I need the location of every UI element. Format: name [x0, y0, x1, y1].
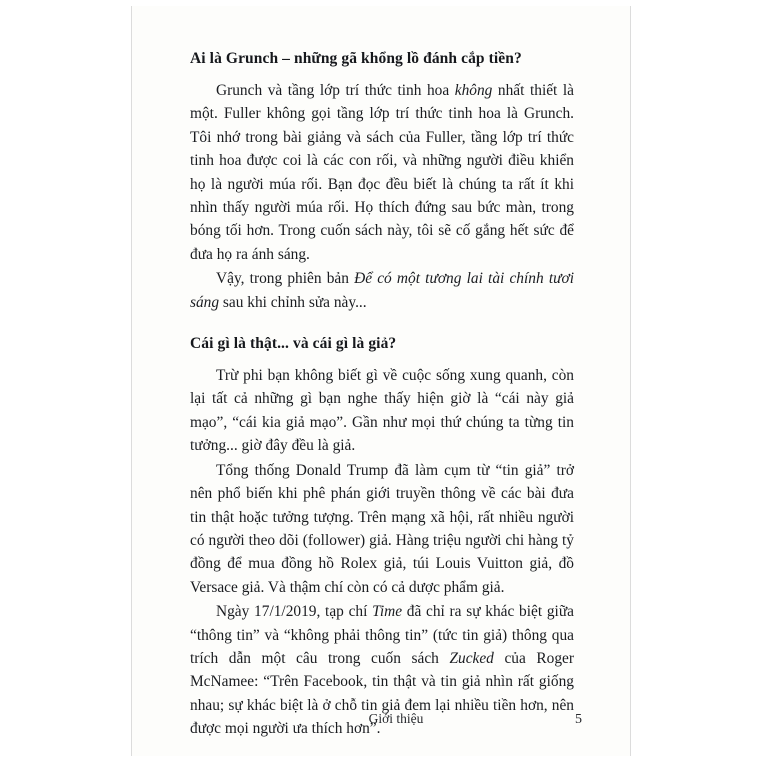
- footer-page-number: 5: [575, 712, 582, 727]
- footer-chapter-label: Giới thiệu: [368, 711, 424, 726]
- page-footer: [190, 711, 582, 728]
- paragraph: Ngày 17/1/2019, tạp chí Time đã chỉ ra sự khác biệt giữa “thông tin” và “không phải thông tin” (tức tin giả) thông qua trích dẫn một câu trong cuốn sách Zucked của Roger McNamee: “Trên Facebook, tin thật và tin giả nhìn rất giống nhau; sự khác biệt là ở chỗ tin giả đem lại nhiều tiền hơn, nên được mọi người ưa thích hơn”.: [190, 603, 574, 738]
- paragraph: Grunch và tầng lớp trí thức tinh hoa không nhất thiết là một. Fuller không gọi tầng lớp trí thức tinh hoa là Grunch. Tôi nhớ trong bài giảng và sách của Fuller, tầng lớp trí thức tinh hoa được coi là các con rối, và những người điều khiển họ là người múa rối. Bạn đọc đều biết là chúng ta rất ít khi nhìn thấy người múa rối. Họ thích đứng sau bức màn, trong bóng tối hơn. Trong cuốn sách này, tôi sẽ cố gắng hết sức để đưa họ ra ánh sáng.: [190, 82, 574, 263]
- paragraph: Trừ phi bạn không biết gì về cuộc sống xung quanh, còn lại tất cả những gì bạn nghe thấy hiện giờ là “cái này giả mạo”, “cái kia giả mạo”. Gần như mọi thứ chúng ta từng tin tưởng... giờ đây đều là giả.: [190, 367, 574, 455]
- paragraph: Vậy, trong phiên bản Để có một tương lai tài chính tươi sáng sau khi chỉnh sửa này...: [190, 270, 574, 311]
- book-page: [131, 6, 631, 756]
- page-text-column: [190, 48, 574, 741]
- paragraph: Tổng thống Donald Trump đã làm cụm từ “tin giả” trở nên phổ biến khi phê phán giới truyền thông về các bài đưa tin thật hoặc tưởng tượng. Trên mạng xã hội, rất nhiều người có người theo dõi (follower) giả. Hàng triệu người chi hàng tỷ đồng để mua đồng hồ Rolex giả, túi Louis Vuitton giả, đồ Versace giả. Và thậm chí còn có cả dược phẩm giả.: [190, 461, 574, 596]
- section-heading-1: Ai là Grunch – những gã khổng lồ đánh cắp tiền?: [190, 50, 522, 67]
- section-heading-2: Cái gì là thật... và cái gì là giả?: [190, 335, 397, 353]
